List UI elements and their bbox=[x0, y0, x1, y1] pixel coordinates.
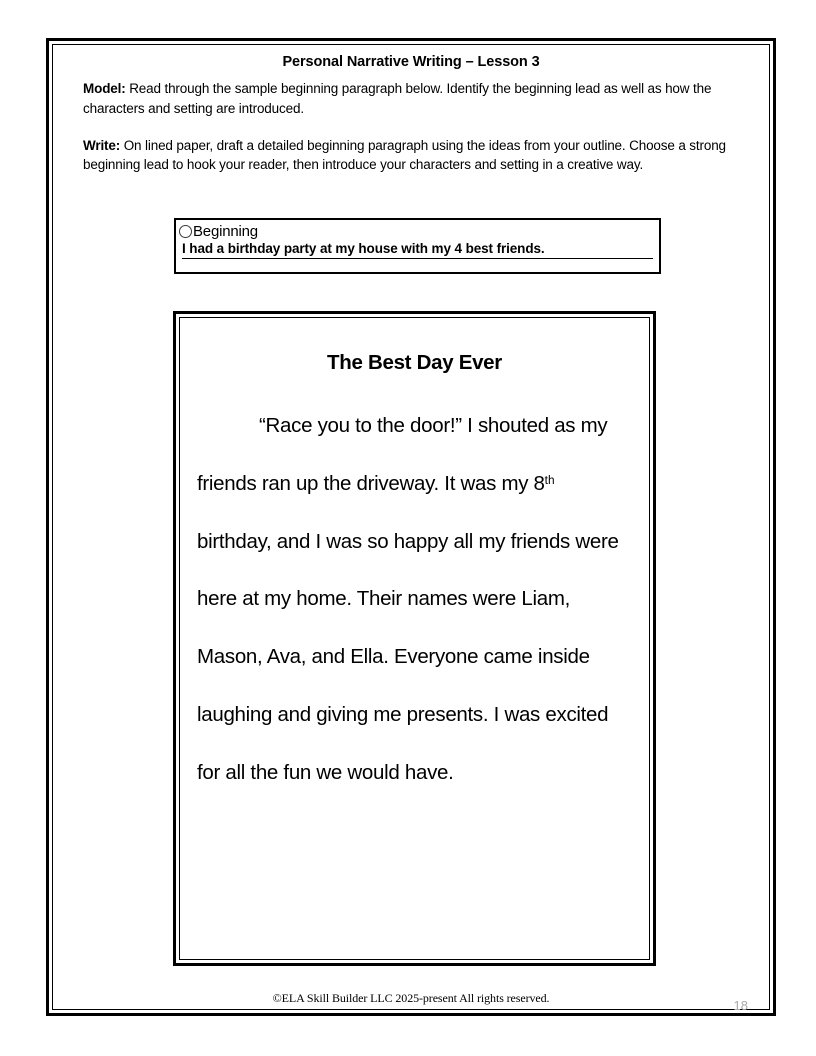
sample-body-part-1: “Race you to the door!” I shouted as my friends ran up the driveway. It was my 8 bbox=[197, 414, 608, 495]
instruction-model bbox=[83, 79, 739, 117]
page-border-inner bbox=[52, 44, 770, 1013]
instruction-write bbox=[83, 136, 739, 174]
page-title: Personal Narrative Writing – Lesson 3 bbox=[282, 54, 540, 70]
instruction-write-label: Write: bbox=[83, 137, 121, 153]
sample-title: The Best Day Ever bbox=[327, 351, 502, 374]
beginning-sentence: I had a birthday party at my house with my 4 best friends. bbox=[182, 241, 653, 259]
ordinal-suffix: th bbox=[544, 472, 555, 487]
sample-body-part-2: birthday, and I was so happy all my friends were here at my home. Their names were Liam, Mason, Ava, and Ella. Everyone came inside laughing and giving me presents. I was excited for all the fun we would have. bbox=[197, 529, 619, 784]
circle-outline-icon[interactable] bbox=[179, 225, 192, 238]
page-number: 18 bbox=[733, 998, 748, 1013]
instruction-model-label: Model: bbox=[83, 81, 126, 97]
sample-paragraph-box-inner bbox=[179, 317, 650, 960]
beginning-header bbox=[176, 220, 659, 240]
instruction-model-text: Read through the sample beginning paragraph below. Identify the beginning lead as well as how the characters and setting are introduced. bbox=[83, 81, 712, 116]
beginning-label: Beginning bbox=[193, 223, 258, 240]
instruction-write-text: On lined paper, draft a detailed beginning paragraph using the ideas from your outline. Choose a strong beginning lead to hook your reader, then introduce your characters and setting in a creative way. bbox=[83, 137, 726, 172]
page-border-outer bbox=[46, 38, 776, 1016]
sample-paragraph-box bbox=[173, 311, 656, 966]
footer-copyright: ©ELA Skill Builder LLC 2025-present All rights reserved. bbox=[272, 991, 550, 1005]
page-content bbox=[53, 45, 769, 1013]
sample-body bbox=[197, 397, 632, 802]
beginning-section-box bbox=[174, 218, 661, 274]
